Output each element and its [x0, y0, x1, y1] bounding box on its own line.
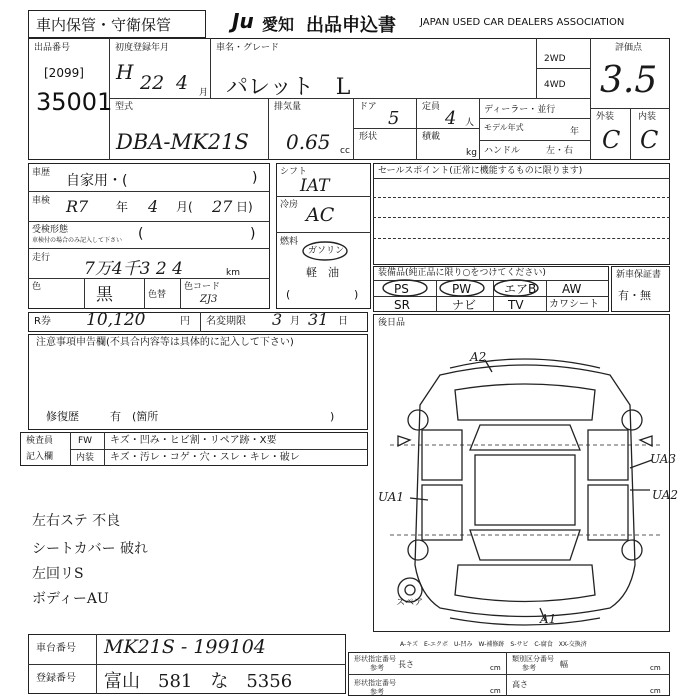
handwritten-note-3: 左回リS: [32, 566, 84, 582]
remarks-label: 後日品: [378, 318, 406, 328]
mileage-value: 7万4千3 2 4: [84, 259, 183, 279]
handwritten-note-4: ボディーAU: [32, 591, 109, 607]
displacement-label: 排気量: [274, 102, 302, 112]
grid-divider: [353, 98, 354, 160]
exterior-grade: C: [602, 126, 621, 154]
handle-options: 左・右: [546, 146, 574, 156]
repair-history-label: 修復歴: [46, 410, 79, 423]
inspector-label: 検査員: [26, 436, 54, 446]
equipment-sr: SR: [394, 298, 410, 312]
storage-label: 車内保管・守衛保管: [36, 16, 172, 34]
fuel-label: 燃料: [280, 237, 299, 247]
doors-label: ドア: [359, 102, 377, 112]
association-name: JAPAN USED CAR DEALERS ASSOCIATION: [420, 17, 625, 28]
grid-divider: [348, 674, 670, 675]
history-label: 車歴: [32, 168, 51, 178]
shift-label: シフト: [280, 167, 308, 177]
equipment-navi: ナビ: [452, 298, 477, 312]
plate-label: 登録番号: [36, 673, 76, 684]
repair-history-close: ): [330, 410, 335, 423]
car-name-label: 車名・グレード: [216, 43, 280, 53]
grid-divider: [353, 128, 479, 129]
exterior-label: 外装: [596, 112, 615, 122]
load-unit: kg: [466, 148, 477, 158]
grid-divider: [479, 98, 480, 160]
grid-divider: [28, 664, 346, 665]
interior-inspect-label: 内装: [76, 453, 95, 463]
spec-label: 形状指定番号: [354, 655, 396, 663]
equipment-airbag: エアB: [504, 282, 537, 296]
recycle-value: 10,120: [86, 310, 146, 330]
model-label: 型式: [115, 102, 134, 112]
grade-value: 3.5: [600, 60, 658, 101]
grade-label: 評価点: [615, 43, 643, 53]
registration-era: H: [116, 60, 134, 84]
grid-divider: [28, 248, 270, 249]
inspection-month-unit: 月(: [176, 200, 193, 214]
fw-label: FW: [78, 436, 93, 446]
color-code: ZJ3: [200, 294, 218, 305]
fuel-circle-mark: [300, 240, 350, 262]
interior-grade: C: [640, 126, 659, 154]
grid-divider: [104, 432, 105, 466]
equipment-aw: AW: [562, 282, 582, 296]
name-change-day-unit: 日: [338, 316, 348, 327]
inspection-year-unit: 年: [116, 200, 129, 214]
lot-number: 35001: [36, 88, 113, 116]
grid-divider: [276, 196, 371, 197]
type-ref: 参考: [522, 664, 536, 672]
logo: Ju: [232, 9, 254, 33]
mileage-label: 走行: [32, 253, 51, 263]
color-code-label: 色コード: [184, 282, 221, 292]
grid-divider: [506, 652, 507, 696]
lot-label: 出品番号: [34, 43, 71, 53]
acceptance-label: 受検形態: [32, 225, 69, 235]
equipment-tv: TV: [508, 298, 524, 312]
color-value: 黒: [96, 285, 113, 305]
grid-divider: [268, 98, 269, 160]
spec-height: 高さ: [512, 680, 528, 689]
grid-divider: [96, 634, 97, 694]
inspection-label: 車検: [32, 196, 51, 206]
history-close: ): [252, 170, 258, 186]
fuel-open: (: [286, 288, 291, 301]
ruled-line: [373, 197, 670, 198]
height-length-unit: cm: [490, 687, 501, 695]
form-title: 出品申込書: [306, 15, 396, 36]
grid-divider: [84, 278, 85, 309]
damage-mark-a1: A1: [540, 612, 557, 626]
equipment-label: 装備品(純正品に限り○をつけてください): [378, 268, 546, 278]
spec-width: 幅: [560, 660, 568, 669]
registration-month: 4: [176, 72, 189, 94]
ruled-line: [373, 238, 670, 239]
damage-mark-a2: A2: [470, 350, 487, 364]
capacity-unit: 人: [465, 118, 475, 128]
repair-history-value: 有 (箇所: [110, 410, 159, 423]
logo-text: 愛知: [262, 15, 295, 34]
paint-label: 色替: [148, 290, 167, 300]
name-change-label: 名変期限: [206, 316, 246, 327]
handwritten-note-1: 左右ステ 不良: [32, 513, 121, 529]
acceptance-note: 車検付の場合のみ記入して下さい: [32, 237, 123, 244]
sales-point-label: セールスポイント(正常に機能するものに限ります): [378, 166, 583, 176]
grid-divider: [200, 312, 201, 332]
acceptance-open: (: [138, 226, 144, 242]
notes-label: 注意事項申告欄(不具合内容等は具体的に記入して下さい): [36, 337, 294, 348]
doors-value: 5: [388, 108, 400, 129]
spec-height-unit: cm: [650, 687, 661, 695]
fuel-diesel: 軽 油: [306, 266, 339, 279]
inspection-day: 27: [212, 197, 233, 216]
registration-year: 22: [140, 72, 165, 94]
handwritten-note-2: シートカバー 破れ: [32, 541, 149, 557]
spec-width-unit: cm: [650, 664, 661, 672]
displacement-value: 0.65: [286, 130, 331, 154]
grid-divider: [70, 449, 368, 450]
chassis-value: MK21S - 199104: [104, 636, 266, 658]
notes-box: [28, 334, 368, 430]
interior-inspect-items: キズ・汚レ・コゲ・穴・スレ・キレ・破レ: [110, 452, 300, 463]
model-year-label: モデル年式: [484, 123, 524, 132]
capacity-value: 4: [445, 108, 457, 129]
displacement-unit: cc: [340, 146, 350, 156]
model-value: DBA-MK21S: [116, 130, 249, 154]
grid-divider: [590, 38, 591, 160]
inspection-month: 4: [148, 197, 159, 216]
car-damage-diagram: [380, 350, 670, 630]
interior-label: 内装: [638, 112, 657, 122]
lot-lane: [2099]: [44, 66, 84, 80]
handle-label: ハンドル: [484, 146, 521, 156]
registration-month-unit: 月: [199, 88, 209, 98]
name-change-month-unit: 月: [290, 316, 300, 327]
color-label: 色: [32, 282, 42, 292]
grid-divider: [536, 68, 590, 69]
grid-divider: [28, 191, 270, 192]
inspection-day-unit: 日): [236, 200, 253, 214]
fw-items: キズ・凹み・ヒビ割・リペア跡・X要: [110, 435, 277, 446]
equipment-ps: PS: [394, 282, 409, 296]
recycle-label: R券: [34, 316, 51, 327]
grid-divider: [70, 432, 71, 466]
aircon-label: 冷房: [280, 200, 299, 210]
equipment-pw: PW: [452, 282, 472, 296]
grid-divider: [276, 232, 371, 233]
equipment-seat: カワシート: [549, 299, 599, 310]
mileage-unit: km: [226, 268, 240, 278]
equipment-circle-marks: [380, 278, 560, 298]
height-spec-ref: 参考: [370, 688, 384, 696]
registration-label: 初度登録年月: [115, 43, 170, 53]
inspector-label-2: 記入欄: [26, 452, 54, 462]
drive-2wd: 2WD: [544, 54, 566, 64]
grid-divider: [210, 38, 211, 98]
damage-mark-ua3: UA3: [650, 452, 677, 466]
name-change-month: 3: [272, 310, 283, 329]
recycle-unit: 円: [180, 316, 190, 327]
grid-divider: [479, 118, 590, 119]
history-value: 自家用・(: [66, 173, 128, 189]
fuel-close: ): [354, 288, 359, 301]
damage-mark-ua1: UA1: [378, 490, 405, 504]
dealer-label: ディーラー・並行: [484, 105, 556, 115]
grid-divider: [630, 108, 631, 160]
acceptance-close: ): [250, 226, 256, 242]
damage-mark-ua2: UA2: [652, 488, 679, 502]
drive-4wd: 4WD: [544, 80, 566, 90]
grid-divider: [180, 278, 181, 309]
warranty-label: 新車保証書: [616, 270, 662, 280]
type-label: 類別区分番号: [512, 655, 554, 663]
spec-length-unit: cm: [490, 664, 501, 672]
inspection-era: R7: [66, 197, 89, 216]
car-name-value: パレット L: [226, 75, 351, 100]
plate-value: 富山 581 な 5356: [104, 671, 293, 692]
aircon-value: AC: [306, 204, 335, 226]
grid-divider: [28, 221, 270, 222]
load-label: 積載: [422, 132, 441, 142]
shift-value: IAT: [300, 176, 330, 196]
model-year-unit: 年: [570, 127, 580, 137]
grid-divider: [373, 178, 670, 179]
grid-divider: [416, 98, 417, 160]
grid-divider: [479, 140, 590, 141]
fuel-gasoline: ガソリン: [308, 246, 345, 256]
name-change-day: 31: [308, 310, 329, 329]
grid-divider: [144, 278, 145, 309]
height-spec-label: 形状指定番号: [354, 679, 396, 687]
chassis-label: 車台番号: [36, 643, 76, 654]
history-block: [28, 163, 270, 309]
shape-label: 形状: [359, 132, 378, 142]
spec-length: 長さ: [398, 660, 414, 669]
spare-label: スペア: [396, 598, 424, 608]
warranty-options: 有・無: [618, 289, 651, 302]
spec-ref: 参考: [370, 664, 384, 672]
capacity-label: 定員: [422, 102, 441, 112]
damage-legend: A-キズ E-エクボ U-凹み W-補修跡 S-サビ C-腐食 XX-交換済: [400, 641, 587, 648]
ruled-line: [373, 217, 670, 218]
